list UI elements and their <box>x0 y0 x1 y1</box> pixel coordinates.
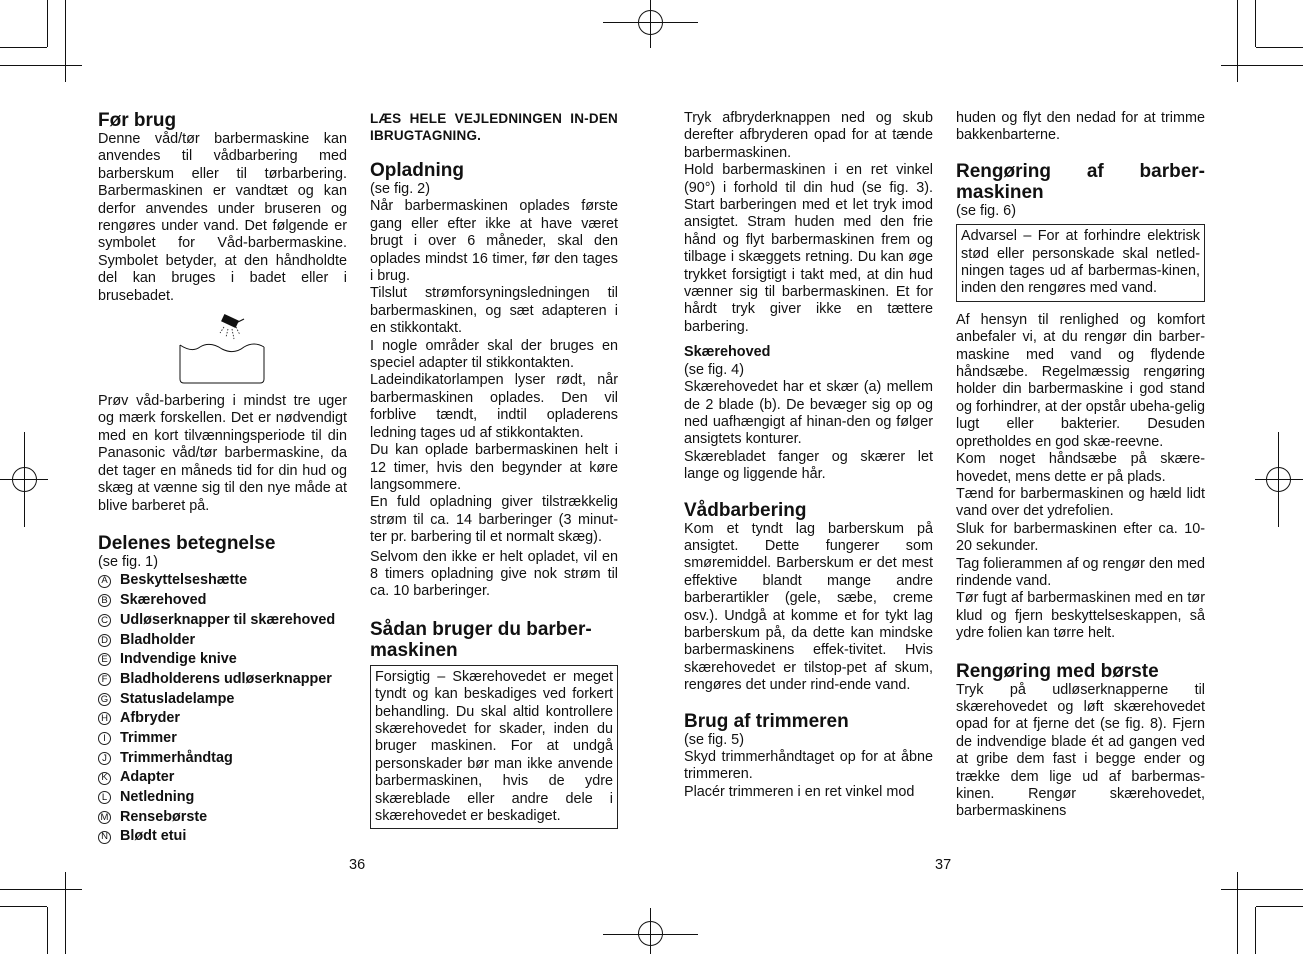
caution-box: Forsigtig – Skærehovedet er meget tyndt og kan beskadiges ved forkert behandling. Du skal altid kontrollere skærehovedet for skader, inden du bruger maskinen. For at undgå personskader bør man ikke anvende barbermaskinen, hvis de ydre skæreblade eller andre dele i skærehovedet er beskadiget. <box>370 665 618 830</box>
part-label: Udløserknapper til skærehoved <box>120 611 336 628</box>
part-letter: N <box>98 831 111 844</box>
parts-list-item <box>98 729 347 749</box>
figure-reference: (se fig. 5) <box>684 731 744 748</box>
parts-list-item <box>98 571 347 591</box>
part-label: Trimmerhåndtag <box>120 749 233 766</box>
paragraph: Tag folierammen af og rengør den med rindende vand. <box>956 555 1205 589</box>
column-3 <box>684 110 933 801</box>
section-title-cleaning: Rengøring af barber-maskinen <box>956 160 1205 203</box>
parts-list-item <box>98 749 347 769</box>
parts-list-item <box>98 591 347 611</box>
paragraph: Kom et tyndt lag barberskum på ansigtet. Dette fungerer som smøremiddel. Barberskum er det mest effektive blandt mange andre barberartikler (gele, sæbe, creme osv.). Undgå at komme et for tykt lag barberskum på, da dette kan mindske barbermaskinens effek-tivitet. Hvis skærehovedet er tilstop-pet af skum, rengøres det under rind-ende vand. <box>684 520 933 694</box>
part-letter: I <box>98 732 111 745</box>
part-letter: H <box>98 712 111 725</box>
paragraph: Kom noget håndsæbe på skære-hovedet, mens dette er på plads. <box>956 451 1205 485</box>
paragraph: Du kan oplade barbermaskinen helt i 12 timer, hvis den begynder at køre langsommere. <box>370 442 618 493</box>
parts-list-item <box>98 670 347 690</box>
part-label: Netledning <box>120 789 195 806</box>
paragraph: Skærehovedet har et skær (a) mellem de 2 blade (b). De bevæger sig op og ned uafhængigt af hinan-den og følger ansigtets konturer. <box>684 379 933 448</box>
part-letter: E <box>98 653 111 666</box>
part-label: Skærehoved <box>120 592 207 609</box>
part-letter: M <box>98 811 111 824</box>
page-number-right: 37 <box>935 857 952 873</box>
part-label: Rensebørste <box>120 808 208 825</box>
section-title-charging: Opladning <box>370 160 464 181</box>
paragraph: Selvom den ikke er helt opladet, vil en 8 timers opladning give nok strøm til ca. 10 barberinger. <box>370 548 618 600</box>
paragraph: Hold barbermaskinen i en ret vinkel (90°) i forhold til din hud (se fig. 3). Start barberingen med et let tryk imod ansigtet. Stram huden med den frie hånd og flyt barbermaskinen frem og tilbage i skæggets retning. Du kan øge trykket forsigtigt i takt med, at din hud vænner sig til barbermaskinen. Et for hårdt tryk giver ikke en tættere barbering. <box>684 162 933 335</box>
column-2 <box>370 110 618 829</box>
section-title-before-use: Før brug <box>98 110 177 131</box>
part-label: Afbryder <box>120 710 180 727</box>
part-label: Bladholderens udløserknapper <box>120 670 332 687</box>
paragraph: Tryk afbryderknappen ned og skub derefter afbryderen opad for at tænde barbermaskinen. <box>684 110 933 161</box>
paragraph: Sluk for barbermaskinen efter ca. 10-20 sekunder. <box>956 520 1205 555</box>
part-label: Indvendige knive <box>120 651 237 668</box>
parts-list-item <box>98 709 347 729</box>
paragraph: Tilslut strømforsyningsledningen til barbermaskinen, og sæt adapteren i en stikkontakt. <box>370 285 618 337</box>
part-label: Trimmer <box>120 729 177 746</box>
parts-list-item <box>98 768 347 788</box>
part-letter: D <box>98 634 111 647</box>
parts-list-item <box>98 650 347 670</box>
parts-list-item <box>98 630 347 650</box>
paragraph: Af hensyn til renlighed og komfort anbefaler vi, at du rengør din barber-maskine med vand og flydende håndsæbe. Regelmæssig rengøring holder din barbermaskine i god stand og forhindrer, at der opstår ubeha-gelig lugt eller bakterier. Desuden opretholdes en god skæ-reevne. <box>956 311 1205 450</box>
part-label: Adapter <box>120 769 175 786</box>
parts-list-item <box>98 788 347 808</box>
shower-symbol <box>98 305 347 393</box>
subheading-cutter-head: Skærehoved <box>684 344 771 361</box>
part-letter: L <box>98 791 111 804</box>
part-letter: J <box>98 752 111 765</box>
figure-reference: (se fig. 1) <box>98 553 158 570</box>
part-letter: K <box>98 772 111 785</box>
parts-list-item <box>98 611 347 631</box>
parts-list-item <box>98 808 347 828</box>
page-number-left: 36 <box>349 857 366 873</box>
parts-list-item <box>98 689 347 709</box>
section-title-how-to-use: Sådan bruger du barber-maskinen <box>370 618 592 661</box>
paragraph: Tør fugt af barbermaskinen med en tør klud og fjern beskyttelseskappen, så ydre folien kan tørre helt. <box>956 590 1205 642</box>
warning-box: Advarsel – For at forhindre elektrisk stød eller personskade skal netled-ningen tages ud af barbermas-kinen, inden den rengøres med vand. <box>956 224 1205 302</box>
paragraph: I nogle områder skal der bruges en speciel adapter til stikkontakten. <box>370 337 618 372</box>
figure-reference: (se fig. 4) <box>684 361 744 378</box>
paragraph: Tænd for barbermaskinen og hæld lidt vand over det ydrefolien. <box>956 485 1205 520</box>
part-label: Blødt etui <box>120 828 187 845</box>
intro-warning: LÆS HELE VEJLEDNINGEN IN-DEN IBRUGTAGNING. <box>370 111 618 143</box>
paragraph: Denne våd/tør barbermaskine kan anvendes til vådbarbering med barberskum eller til tørbarbering. Barbermaskinen er vandtæt og kan derfor anvendes under bruseren og rengøres under vand. Det følgende er symbolet for Våd-barbermaskine. Symbolet betyder, at den håndholdte del kan bruges i badet eller i brusebadet. <box>98 131 347 304</box>
column-4 <box>956 110 1205 821</box>
part-letter: B <box>98 594 111 607</box>
paragraph: huden og flyt den nedad for at trimme bakkenbarterne. <box>956 110 1205 144</box>
column-1 <box>98 110 347 847</box>
paragraph: Tryk på udløserknapperne til skærehovedet og løft skærehovedet opad for at fjerne det (se fig. 8). Fjern de indvendige blade ét ad gangen ved at gribe dem fast i begge ender og trække dem lige ud af barbermas-kinen. Rengør skærehovedet, barbermaskinens <box>956 681 1205 820</box>
paragraph: Prøv våd-barbering i mindst tre uger og mærk forskellen. Det er nødvendigt med en kort tilvænningsperiode til din Panasonic våd/tør barbermaskine, da det tager en måneds tid for din hud og skæg at vænne sig til den nye måde at blive barberet på. <box>98 393 347 514</box>
paragraph: Skyd trimmerhåndtaget op for at åbne trimmeren. <box>684 749 933 783</box>
part-label: Bladholder <box>120 631 196 648</box>
part-letter: A <box>98 575 111 588</box>
paragraph: Ladeindikatorlampen lyser rødt, når barbermaskinen oplades. Den vil forblive tændt, indtil opladerens ledning tages ud af stikkontakten. <box>370 372 618 441</box>
figure-reference: (se fig. 6) <box>956 202 1016 219</box>
paragraph: Skærebladet fanger og skærer let lange og liggende hår. <box>684 448 933 483</box>
section-title-brush-cleaning: Rengøring med børste <box>956 660 1159 682</box>
parts-list <box>98 571 347 847</box>
paragraph: En fuld opladning giver tilstrækkelig strøm til ca. 14 barberinger (3 minut-ter pr. barbering til et normalt skæg). <box>370 494 618 546</box>
part-label: Statusladelampe <box>120 690 235 707</box>
parts-list-item <box>98 827 347 847</box>
part-letter: C <box>98 614 111 627</box>
figure-reference: (se fig. 2) <box>370 181 430 197</box>
section-title-parts: Delenes betegnelse <box>98 532 276 554</box>
paragraph: Placér trimmeren i en ret vinkel mod <box>684 783 915 800</box>
part-label: Beskyttelseshætte <box>120 572 248 589</box>
shower-bath-icon <box>178 313 268 385</box>
section-title-wet-shaving: Vådbarbering <box>684 499 807 521</box>
paragraph: Når barbermaskinen oplades første gang eller efter ikke at have været brugt i over 6 måneder, skal den oplades mindst 16 timer, før den tages i brug. <box>370 198 618 285</box>
part-letter: G <box>98 693 111 706</box>
part-letter: F <box>98 673 111 686</box>
section-title-trimmer: Brug af trimmeren <box>684 710 849 732</box>
